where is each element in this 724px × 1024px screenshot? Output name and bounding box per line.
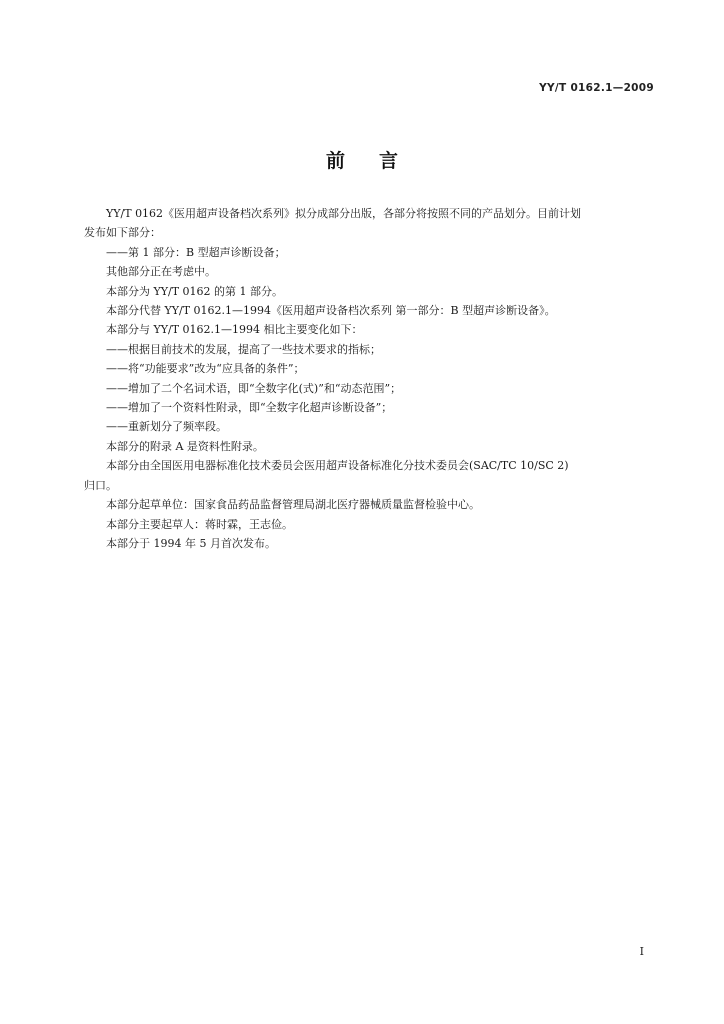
page-title: 前言	[325, 150, 432, 172]
paragraph-committee-line1: 本部分由全国医用电器标准化技术委员会医用超声设备标准化分技术委员会(SAC/TC 10/SC 2)	[106, 459, 569, 473]
paragraph-drafting-unit: 本部分起草单位：国家食品药品监督管理局湖北医疗器械质量监督检验中心。	[106, 498, 480, 512]
list-item-change-1: ——根据目前技术的发展，提高了一些技术要求的指标；	[106, 342, 381, 356]
paragraph-replaces: 本部分代替 YY/T 0162.1—1994《医用超声设备档次系列 第一部分：B 型超声诊断设备》。	[106, 304, 556, 318]
paragraph-part-of: 本部分为 YY/T 0162 的第 1 部分。	[106, 284, 284, 298]
paragraph-other-parts: 其他部分正在考虑中。	[106, 265, 216, 279]
page-number: I	[639, 945, 644, 958]
paragraph-drafters: 本部分主要起草人：蒋时霖，王志俭。	[106, 517, 293, 531]
foreword-body	[84, 204, 654, 553]
list-item-change-2: ——将“功能要求”改为“应具备的条件”；	[106, 362, 305, 376]
paragraph-first-published: 本部分于 1994 年 5 月首次发布。	[106, 536, 276, 550]
paragraph-annex: 本部分的附录 A 是资料性附录。	[106, 439, 264, 453]
list-item-change-4: ——增加了一个资料性附录，即“全数字化超声诊断设备”；	[106, 401, 393, 415]
standard-number: YY/T 0162.1—2009	[539, 82, 654, 94]
list-item-change-5: ——重新划分了频率段。	[106, 420, 227, 434]
list-item-change-3: ——增加了二个名词术语，即“全数字化(式)”和“动态范围”；	[106, 381, 402, 395]
paragraph-changes-intro: 本部分与 YY/T 0162.1—1994 相比主要变化如下：	[106, 323, 363, 337]
paragraph-intro-line1: YY/T 0162《医用超声设备档次系列》拟分成部分出版，各部分将按照不同的产品划分。目前计划	[106, 207, 582, 220]
list-item-part1: ——第 1 部分：B 型超声诊断设备；	[106, 245, 286, 259]
paragraph-intro-line2: 发布如下部分：	[84, 226, 161, 240]
paragraph-committee-line2: 归口。	[84, 478, 117, 492]
